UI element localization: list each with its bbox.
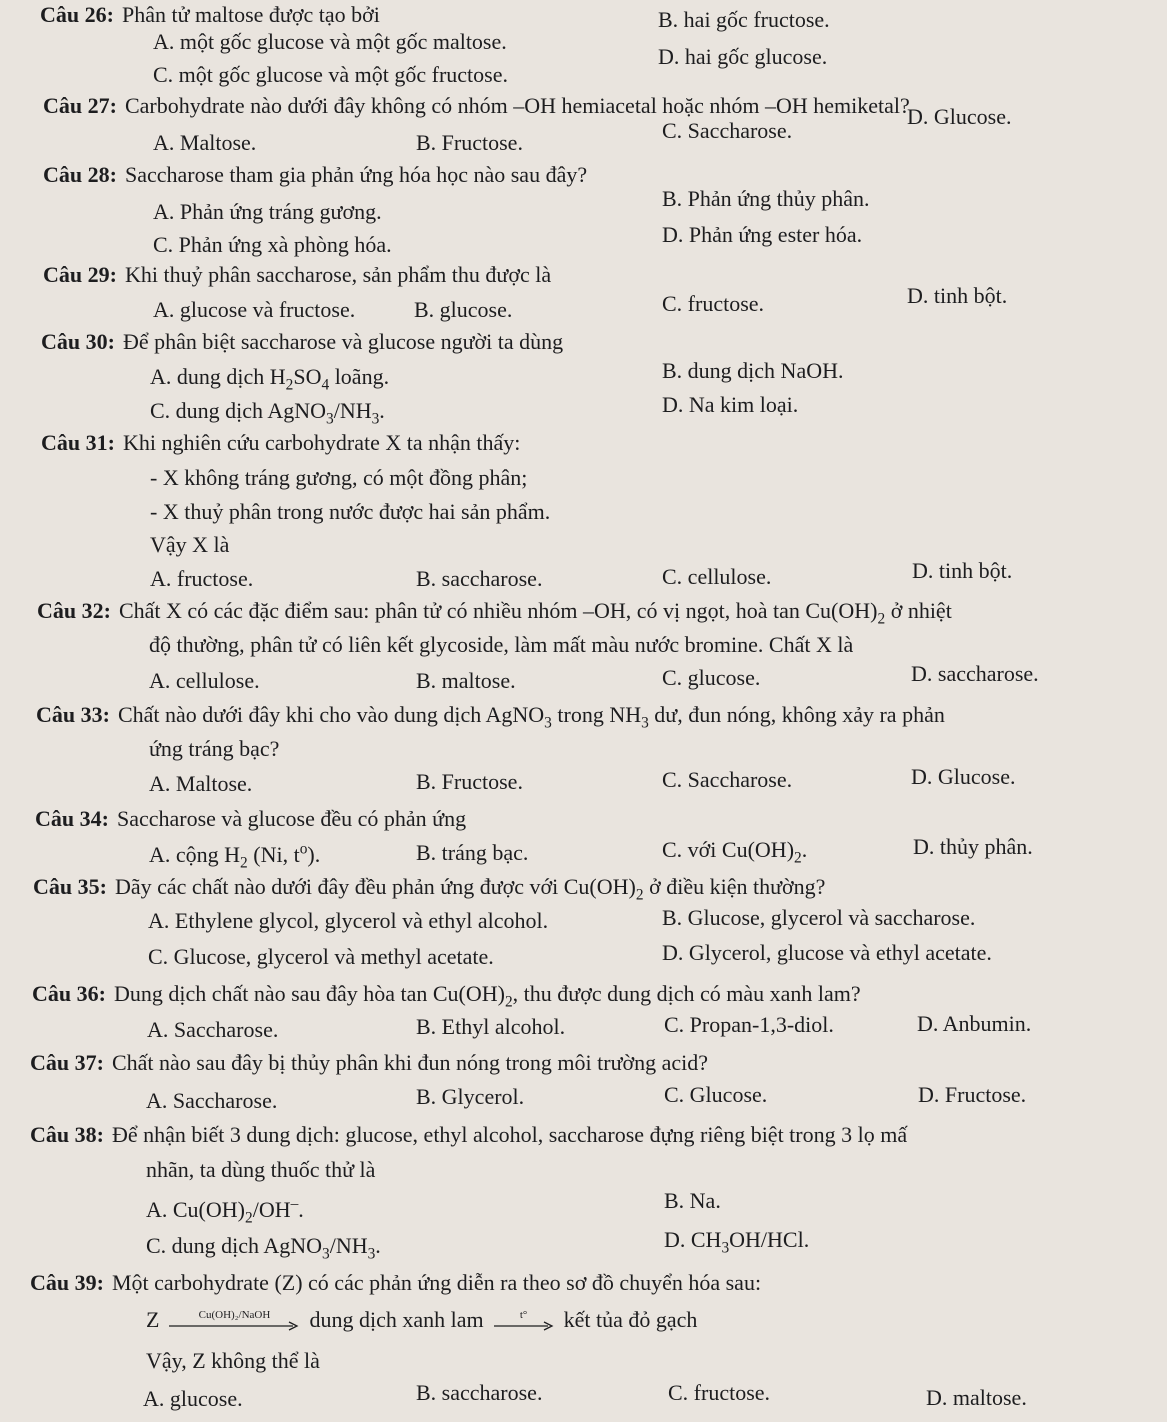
q33-option-c[interactable]: C. Saccharose.	[662, 767, 793, 792]
q34-option-a[interactable]: A. cộng $H_2$ (Ni, $t^o$).	[149, 840, 321, 872]
q39-stem: Câu 39: Một carbohydrate (Z) có các phản ứng diễn ra theo sơ đồ chuyển hóa sau:	[30, 1270, 762, 1295]
q29-stem: Câu 29: Khi thuỷ phân saccharose, sản phẩm thu được là	[43, 262, 552, 287]
q27-option-b[interactable]: B. Fructose.	[416, 130, 523, 155]
q39-option-d[interactable]: D. maltose.	[926, 1385, 1027, 1410]
q38-option-d[interactable]: D. $CH_3OH$/HCl.	[664, 1227, 810, 1257]
reaction-arrow-2	[494, 1309, 554, 1331]
q34-option-b[interactable]: B. tráng bạc.	[416, 840, 529, 865]
q30-option-a[interactable]: A. dung dịch $H_2SO_4$ loãng.	[150, 364, 390, 394]
q35-stem: Câu 35: Dãy các chất nào dưới đây đều phản ứng được với $Cu(OH)_2$ ở điều kiện thường?	[33, 874, 826, 904]
q32-option-a[interactable]: A. cellulose.	[149, 668, 260, 693]
arrow-right-icon	[494, 1321, 554, 1331]
q32-option-b[interactable]: B. maltose.	[416, 668, 516, 693]
q30-option-b[interactable]: B. dung dịch NaOH.	[662, 358, 844, 383]
q26-option-d[interactable]: D. hai gốc glucose.	[658, 44, 828, 69]
q35-option-d[interactable]: D. Glycerol, glucose và ethyl acetate.	[662, 940, 992, 965]
q33-option-a[interactable]: A. Maltose.	[149, 771, 253, 796]
q31-line-3: Vậy X là	[150, 532, 230, 557]
q35-option-b[interactable]: B. Glucose, glycerol và saccharose.	[662, 905, 976, 930]
q34-option-c[interactable]: C. với $Cu(OH)_2$.	[662, 837, 808, 867]
q39-option-b[interactable]: B. saccharose.	[416, 1380, 543, 1405]
q26-option-b[interactable]: B. hai gốc fructose.	[658, 7, 830, 32]
q30-stem: Câu 30: Để phân biệt saccharose và glucose người ta dùng	[41, 329, 564, 354]
q33-line-2: ứng tráng bạc?	[149, 736, 280, 761]
q37-option-a[interactable]: A. Saccharose.	[146, 1088, 278, 1113]
q31-option-b[interactable]: B. saccharose.	[416, 566, 543, 591]
q30-option-d[interactable]: D. Na kim loại.	[662, 392, 799, 417]
q39-option-a[interactable]: A. glucose.	[143, 1386, 243, 1411]
q39-option-c[interactable]: C. fructose.	[668, 1380, 771, 1405]
q38-option-a[interactable]: A. $Cu(OH)_2/OH^-$.	[146, 1195, 304, 1227]
q29-option-b[interactable]: B. glucose.	[414, 297, 513, 322]
q31-option-c[interactable]: C. cellulose.	[662, 564, 772, 589]
q27-option-a[interactable]: A. Maltose.	[153, 130, 257, 155]
q27-stem: Câu 27: Carbohydrate nào dưới đây không có nhóm –OH hemiacetal hoặc nhóm –OH hemiketal?	[43, 93, 910, 118]
q30-option-c[interactable]: C. dung dịch $AgNO_3/NH_3$.	[150, 398, 385, 428]
reactant-z: Z	[146, 1307, 160, 1332]
q38-stem: Câu 38: Để nhận biết 3 dung dịch: glucose, ethyl alcohol, saccharose đựng riêng biệt trong 3 lọ mấ	[30, 1122, 908, 1147]
q29-option-a[interactable]: A. glucose và fructose.	[153, 297, 356, 322]
q34-option-d[interactable]: D. thủy phân.	[913, 834, 1033, 859]
q33-option-d[interactable]: D. Glucose.	[911, 764, 1016, 789]
q32-option-d[interactable]: D. saccharose.	[911, 661, 1039, 686]
q26-option-c[interactable]: C. một gốc glucose và một gốc fructose.	[153, 62, 508, 87]
arrow-2-label: t°	[519, 1309, 528, 1321]
q29-option-c[interactable]: C. fructose.	[662, 291, 765, 316]
final-product: kết tủa đỏ gạch	[563, 1307, 698, 1332]
q39-reaction-scheme	[146, 1300, 697, 1340]
q36-option-c[interactable]: C. Propan-1,3-diol.	[664, 1012, 834, 1037]
q32-line-2: độ thường, phân tử có liên kết glycoside, làm mất màu nước bromine. Chất X là	[149, 632, 854, 657]
q33-option-b[interactable]: B. Fructose.	[416, 769, 523, 794]
q26-stem: Câu 26: Phân tử maltose được tạo bởi	[40, 2, 380, 27]
q38-option-c[interactable]: C. dung dịch $AgNO_3/NH_3$.	[146, 1233, 381, 1263]
q37-stem: Câu 37: Chất nào sau đây bị thủy phân khi đun nóng trong môi trường acid?	[30, 1050, 709, 1075]
q32-option-c[interactable]: C. glucose.	[662, 665, 761, 690]
q36-option-d[interactable]: D. Anbumin.	[917, 1011, 1032, 1036]
q36-option-a[interactable]: A. Saccharose.	[147, 1017, 279, 1042]
q27-option-c[interactable]: C. Saccharose.	[662, 118, 793, 143]
q27-option-d[interactable]: D. Glucose.	[907, 104, 1012, 129]
q29-option-d[interactable]: D. tinh bột.	[907, 283, 1008, 308]
q35-option-a[interactable]: A. Ethylene glycol, glycerol và ethyl alcohol.	[148, 908, 549, 933]
q37-option-d[interactable]: D. Fructose.	[918, 1082, 1027, 1107]
q31-option-a[interactable]: A. fructose.	[150, 566, 254, 591]
reaction-arrow-1	[169, 1309, 299, 1331]
q28-option-b[interactable]: B. Phản ứng thủy phân.	[662, 186, 870, 211]
q39-line-3: Vậy, Z không thể là	[146, 1348, 320, 1373]
q31-line-2: - X thuỷ phân trong nước được hai sản phẩm.	[150, 499, 551, 524]
q35-option-c[interactable]: C. Glucose, glycerol và methyl acetate.	[148, 944, 494, 969]
q38-option-b[interactable]: B. Na.	[664, 1188, 721, 1213]
q31-stem: Câu 31: Khi nghiên cứu carbohydrate X ta nhận thấy:	[41, 430, 521, 455]
q33-stem: Câu 33: Chất nào dưới đây khi cho vào dung dịch AgNO$_3$ trong $NH_3$ dư, đun nóng, không xảy ra phản	[36, 702, 945, 732]
arrow-1-label: Cu(OH)₂/NaOH	[198, 1309, 271, 1321]
q28-stem: Câu 28: Saccharose tham gia phản ứng hóa học nào sau đây?	[43, 162, 588, 187]
q26-option-a[interactable]: A. một gốc glucose và một gốc maltose.	[153, 29, 507, 54]
q28-option-d[interactable]: D. Phản ứng ester hóa.	[662, 222, 863, 247]
intermediate-product: dung dịch xanh lam	[309, 1307, 484, 1332]
q38-line-2: nhãn, ta dùng thuốc thử là	[146, 1157, 376, 1182]
q28-option-c[interactable]: C. Phản ứng xà phòng hóa.	[153, 232, 392, 257]
q34-stem: Câu 34: Saccharose và glucose đều có phản ứng	[35, 806, 467, 831]
q28-option-a[interactable]: A. Phản ứng tráng gương.	[153, 199, 382, 224]
arrow-right-icon	[169, 1321, 299, 1331]
q31-option-d[interactable]: D. tinh bột.	[912, 558, 1013, 583]
q36-option-b[interactable]: B. Ethyl alcohol.	[416, 1014, 566, 1039]
q32-stem: Câu 32: Chất X có các đặc điểm sau: phân tử có nhiều nhóm –OH, có vị ngọt, hoà $\tan Cu(OH)_2$ ở nhiệt	[37, 598, 952, 628]
q37-option-b[interactable]: B. Glycerol.	[416, 1084, 525, 1109]
q31-line-1: - X không tráng gương, có một đồng phân;	[150, 465, 528, 490]
q37-option-c[interactable]: C. Glucose.	[664, 1082, 768, 1107]
q36-stem: Câu 36: Dung dịch chất nào sau đây hòa $\tan Cu(OH)_2$, thu được dung dịch có màu xanh lam?	[32, 981, 861, 1011]
